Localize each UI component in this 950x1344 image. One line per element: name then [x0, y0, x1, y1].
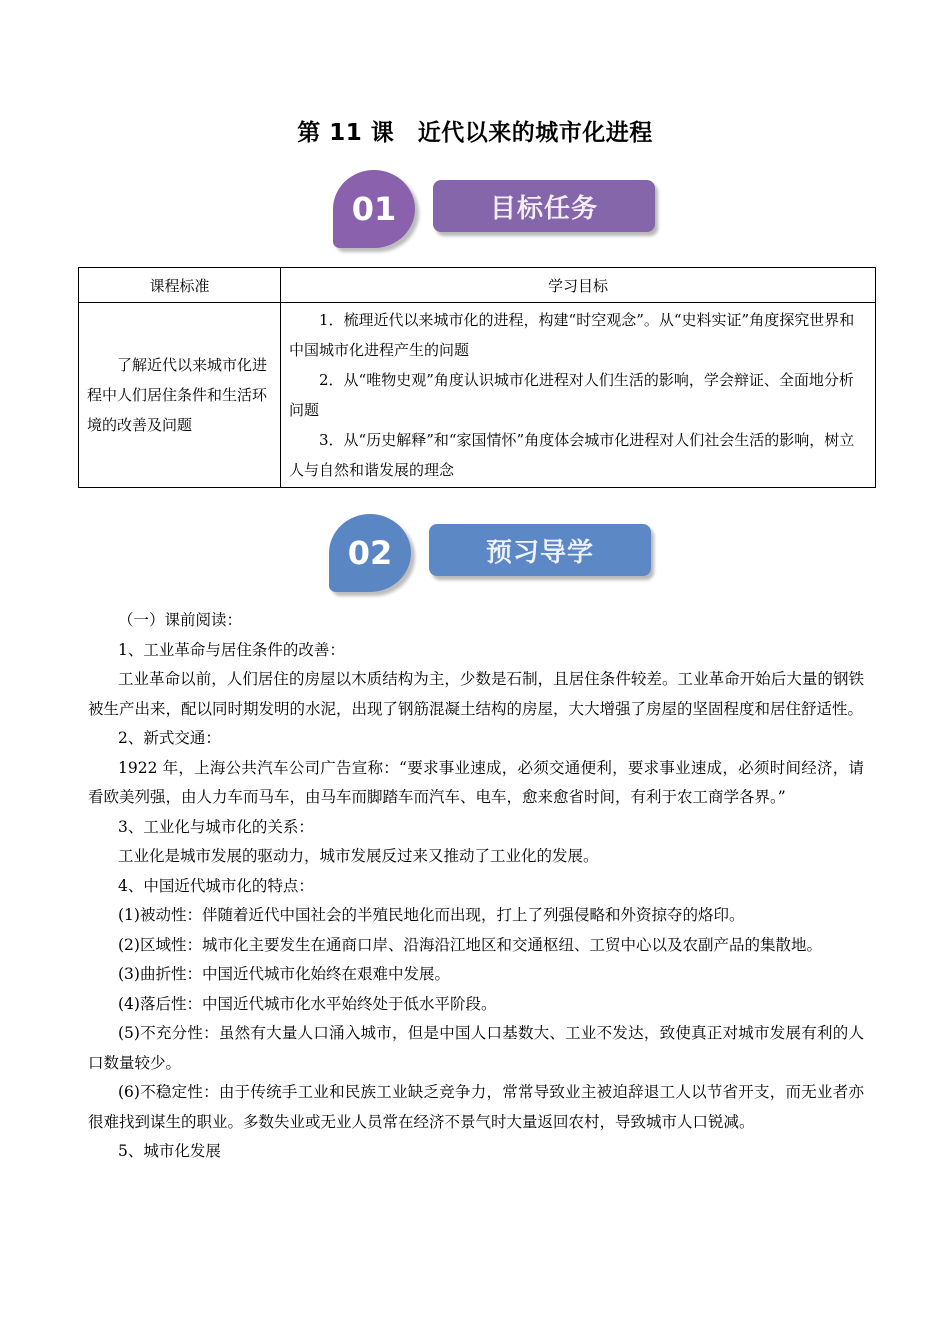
reading-content: [88, 606, 864, 1167]
paragraph: (3)曲折性：中国近代城市化始终在艰难中发展。: [118, 965, 450, 983]
table-header-objectives: 学习目标: [281, 268, 876, 303]
objective-item: 1．梳理近代以来城市化的进程，构建“时空观念”。从“史料实证”角度探究世界和中国城市化进程产生的问题: [289, 311, 855, 359]
paragraph: 1922 年，上海公共汽车公司广告宣称：“要求事业速成，必须交通便利，要求事业速成，必须时间经济，请看欧美列强，由人力车而马车，由马车而脚踏车而汽车、电车，愈来愈省时间，有利于农工商学各界。”: [88, 758, 864, 806]
paragraph: (4)落后性：中国近代城市化水平始终处于低水平阶段。: [118, 994, 497, 1013]
paragraph: 5、城市化发展: [118, 1142, 221, 1160]
table-header-standard: 课程标准: [79, 268, 281, 303]
page-title: 第 11 课 近代以来的城市化进程: [297, 120, 653, 146]
paragraph: 4、中国近代城市化的特点：: [118, 876, 314, 895]
paragraph: (5)不充分性：虽然有大量人口涌入城市，但是中国人口基数大、工业不发达，致使真正对城市发展有利的人口数量较少。: [88, 1024, 864, 1072]
paragraph: 工业化是城市发展的驱动力，城市发展反过来又推动了工业化的发展。: [118, 847, 599, 865]
section-number-badge: 02: [329, 514, 411, 592]
section-number-badge: 01: [333, 170, 415, 248]
objective-item: 2．从“唯物史观”角度认识城市化进程对人们生活的影响，学会辩证、全面地分析问题: [289, 371, 854, 419]
objectives-cell: [281, 303, 876, 488]
paragraph: 2、新式交通：: [118, 729, 221, 747]
paragraph: 工业革命以前，人们居住的房屋以木质结构为主，少数是石制，且居住条件较差。工业革命开始后大量的钢铁被生产出来，配以同时期发明的水泥，出现了钢筋混凝土结构的房屋，大大增强了房屋的坚固程度和居住舒适性。: [88, 670, 864, 718]
paragraph: (6)不稳定性：由于传统手工业和民族工业缺乏竞争力，常常导致业主被迫辞退工人以节省开支，而无业者亦很难找到谋生的职业。多数失业或无业人员常在经济不景气时大量返回农村，导致城市人口锐减。: [88, 1083, 864, 1131]
section-label: 目标任务: [433, 180, 655, 232]
course-standard-cell: 了解近代以来城市化进程中人们居住条件和生活环境的改善及问题: [79, 303, 281, 488]
paragraph: 1、工业革命与居住条件的改善：: [118, 640, 345, 659]
standards-table: [78, 267, 876, 488]
paragraph: (1)被动性：伴随着近代中国社会的半殖民地化而出现，打上了列强侵略和外资掠夺的烙印。: [118, 906, 745, 924]
objective-item: 3．从“历史解释”和“家国情怀”角度体会城市化进程对人们社会生活的影响，树立人与自然和谐发展的理念: [289, 431, 855, 479]
paragraph: 3、工业化与城市化的关系：: [118, 817, 314, 836]
section-label: 预习导学: [429, 524, 651, 576]
table-header-row: [79, 268, 876, 303]
paragraph: (2)区域性：城市化主要发生在通商口岸、沿海沿江地区和交通枢纽、工贸中心以及农副产品的集散地。: [118, 935, 822, 954]
paragraph: （一）课前阅读：: [118, 611, 243, 629]
table-row: [79, 303, 876, 488]
